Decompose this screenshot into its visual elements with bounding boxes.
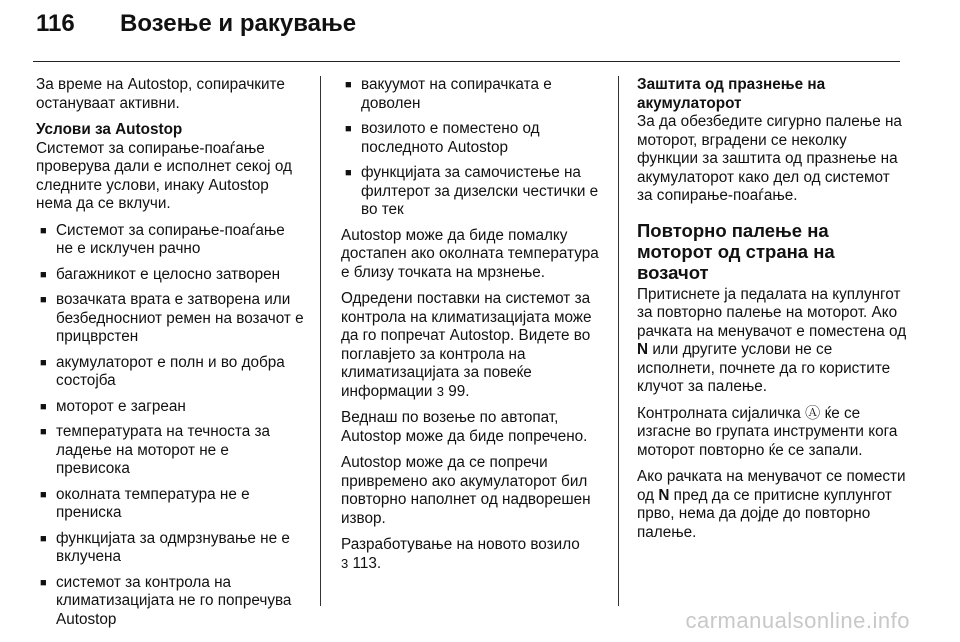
paragraph: Autostop може да се попречи привремено ако акумулаторот бил повторно наполнет од надворешен извор.: [341, 454, 591, 527]
list-item: ■ околната температура не е прениска: [36, 486, 306, 523]
gear-neutral-label: N: [637, 341, 649, 358]
header-rule: [33, 61, 900, 62]
paragraph: [341, 290, 609, 401]
page-reference-icon: 3: [436, 383, 444, 399]
watermark: carmanualsonline.info: [685, 608, 910, 633]
conditions-list-continued: [341, 76, 609, 220]
paragraph: [637, 468, 907, 542]
paragraph: [637, 405, 907, 461]
gear-neutral-label: N: [658, 486, 670, 504]
column-3: [637, 76, 907, 550]
list-item: ■ багажникот е целосно затворен: [36, 266, 306, 285]
paragraph-text: или другите услови не се исполнети, почнете да го користите клучот за палење.: [637, 341, 891, 395]
paragraph-text: Разработување на новото возило: [341, 536, 580, 553]
page-number: 116: [36, 10, 75, 37]
paragraph-text: Притиснете ја педалата на куплунгот за повторно палење на моторот. Ако рачката на менувачот е поместена од: [637, 285, 907, 340]
list-item: ■ акумулаторот е полн и во добра состојба: [36, 354, 306, 391]
conditions-heading: Услови за Autostop: [36, 121, 183, 138]
intro-paragraph: За време на Autostop, сопирачките остануваат активни.: [36, 76, 285, 112]
section-heading: Повторно палење на моторот од страна на возачот: [637, 219, 835, 283]
page-reference[interactable]: 113.: [352, 554, 382, 572]
list-item: ■ температурата на течноста за ладење на моторот не е превисока: [36, 423, 306, 479]
page-reference[interactable]: 99.: [448, 382, 470, 400]
paragraph-text: ќе се изгасне во групата инструменти кога моторот повторно ќе се запали.: [637, 404, 898, 459]
paragraph-text: пред да се притисне куплунгот прво, нема да дојде до повторно палење.: [637, 486, 892, 541]
paragraph-text: Одредени поставки на системот за контрола на климатизацијата може да го попречат Autostop. Видете во поглавјето за контрола на климатизацијата за повеќе информации: [341, 290, 592, 400]
page-header: [36, 10, 356, 50]
list-item: ■ возилото е поместено од последното Autostop: [341, 120, 609, 157]
paragraph: Веднаш по возење по автопат, Autostop може да биде попречено.: [341, 409, 588, 445]
list-item: ■ функцијата за одмрзнување не е вклучена: [36, 530, 306, 567]
autostop-indicator-icon: Ⓐ: [805, 404, 821, 422]
conditions-list: [36, 222, 306, 630]
page-reference-icon: 3: [341, 555, 349, 571]
column-2: [341, 76, 609, 581]
list-item: ■ функцијата за самочистење на филтерот за дизелски честички е во тек: [341, 164, 609, 220]
paragraph-text: Ако рачката на менувачот се помести од: [637, 468, 906, 504]
column-1: [36, 76, 306, 636]
paragraph: За да обезбедите сигурно палење на моторот, вградени се неколку функции за заштита од празнење на акумулаторот како дел од системот за сопирање-поаѓање.: [637, 113, 902, 204]
column-divider: [618, 76, 619, 606]
battery-protection-heading: Заштита од празнење на акумулаторот: [637, 76, 826, 112]
list-item: ■ моторот е загреан: [36, 398, 306, 417]
conditions-paragraph: Системот за сопирање-поаѓање проверува дали е исполнет секој од следните услови, инаку Autostop нема да се вклучи.: [36, 139, 292, 212]
list-item: ■ возачката врата е затворена или безбедносниот ремен на возачот е прицврстен: [36, 291, 306, 347]
list-item: ■ системот за контрола на климатизацијата не го попречува Autostop: [36, 574, 306, 630]
paragraph-text: Контролната сијаличка: [637, 404, 801, 422]
list-item: ■ Системот за сопирање-поаѓање не е исклучен рачно: [36, 222, 306, 259]
list-item: ■ вакуумот на сопирачката е доволен: [341, 76, 609, 113]
page-title: Возење и ракување: [120, 10, 357, 37]
column-divider: [320, 76, 321, 606]
paragraph: [341, 536, 609, 573]
paragraph: Autostop може да биде помалку достапен ако околната температура е близу точката на мрзнење.: [341, 226, 599, 281]
paragraph: [637, 286, 907, 397]
